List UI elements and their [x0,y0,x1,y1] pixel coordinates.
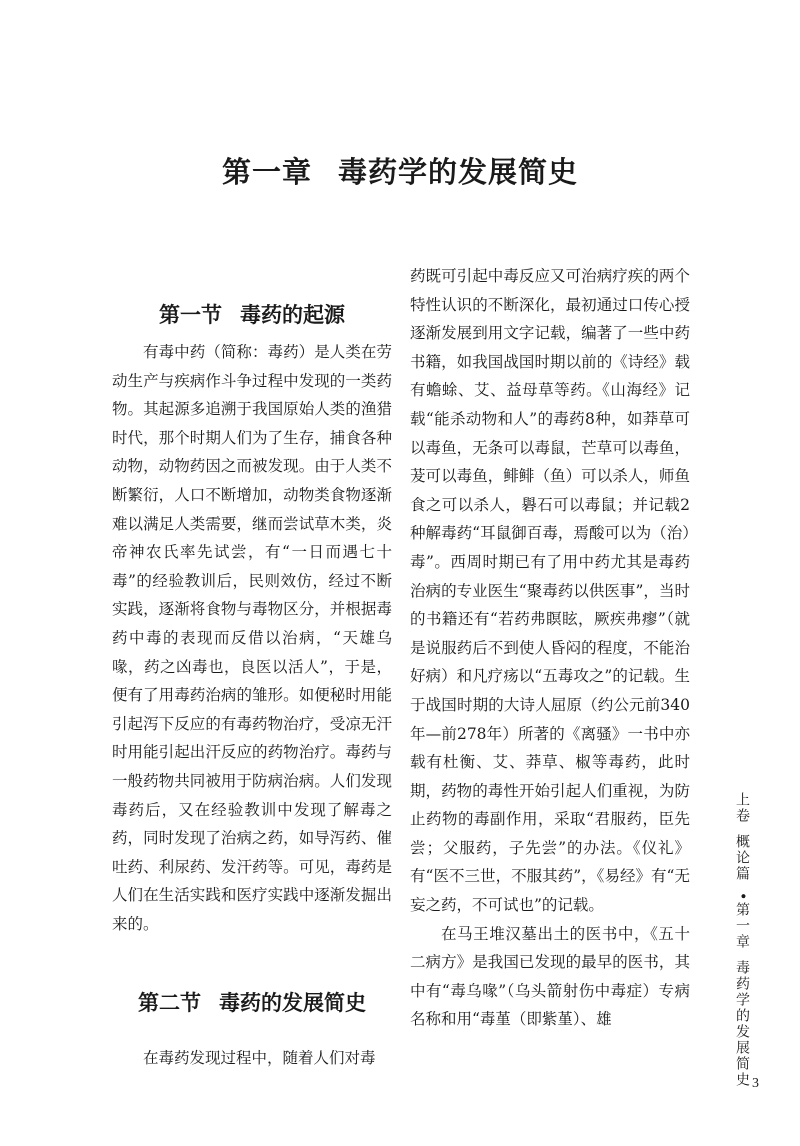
chapter-label: 第一章 [221,155,312,189]
chapter-title [0,150,800,191]
paragraph-origin: 有毒中药（简称：毒药）是人类在劳动生产与疾病作斗争过程中发现的一类药物。其起源多追溯于我国原始人类的渔猎时代，那个时期人们为了生存，捕食各种动物，动物药因之而被发现。由于人类不断繁衍，人口不断增加，动物类食物逐渐难以满足人类需要，继而尝试草木类，炎帝神农氏率先试尝，有“一日而遇七十毒”的经验教训后，民则效仿，经过不断实践，逐渐将食物与毒物区分，并根据毒药中毒的表现而反借以治病，“天雄乌喙，药之凶毒也，良医以活人”，于是，便有了用毒药治病的雏形。如便秘时用能引起泻下反应的有毒药物治疗，受凉无汗时用能引起出汗反应的药物治疗。毒药与一般药物共同被用于防病治病。人们发现毒药后，又在经验教训中发现了解毒之药，同时发现了治病之药，如导泻药、催吐药、利尿药、发汗药等。可见，毒药是人们在生活实践和医疗实践中逐渐发掘出来的。 [112,343,392,933]
running-head-separator: • [734,892,750,903]
running-head-volume: 上卷 [734,792,750,824]
section-title: 毒药的发展简史 [219,991,366,1016]
right-column [410,262,690,1034]
chapter-title-text: 毒药学的发展简史 [338,155,579,189]
left-column [112,296,392,1073]
running-head-part: 概论篇 [734,834,750,882]
section-label: 第二节 [138,991,201,1016]
paragraph-mawangdui: 在马王堆汉墓出土的医书中，《五十二病方》是我国已发现的最早的医书，其中有“毒乌喙”（乌头箭射伤中毒症）专病名称和用“毒堇（即紫堇）、雄 [410,924,690,1029]
section-title: 毒药的起源 [240,303,345,327]
running-head [732,792,752,1088]
paragraph-history-start: 在毒药发现过程中，随着人们对毒 [143,1049,376,1068]
running-head-chapter: 第一章 [734,902,750,951]
section-heading-origin [112,296,392,334]
running-head-chapter-title: 毒药学的发展简史 [734,960,750,1089]
paragraph-history-continued: 药既可引起中毒反应又可治病疗疾的两个特性认识的不断深化，最初通过口传心授逐渐发展到用文字记载，编著了一些中药书籍，如我国战国时期以前的《诗经》载有蟾蜍、艾、益母草等药。《山海经》记载“能杀动物和人”的毒药8种，如莽草可以毒鱼，无条可以毒鼠，芒草可以毒鱼，茇可以毒鱼，鲱鲱（鱼）可以杀人，师鱼食之可以杀人，礜石可以毒鼠；并记载2种解毒药“耳鼠御百毒，焉酸可以为（治）毒”。西周时期已有了用中药尤其是毒药治病的专业医生“聚毒药以供医事”，当时的书籍还有“若药弗瞑眩，厥疾弗瘳”（就是说服药后不到使人昏闷的程度，不能治好病）和凡疗疡以“五毒攻之”的记载。生于战国时期的大诗人屈原（约公元前340年—前278年）所著的《离骚》一书中亦载有杜衡、艾、莽草、椒等毒药，此时期，药物的毒性开始引起人们重视，为防止药物的毒副作用，采取“君服药，臣先尝；父服药，子先尝”的办法。《仪礼》有“医不三世，不服其药”，《易经》有“无妄之药，不可试也”的记载。 [410,267,690,915]
page-number: 3 [752,1076,759,1091]
section-heading-history [112,984,392,1022]
section-label: 第一节 [159,303,222,327]
